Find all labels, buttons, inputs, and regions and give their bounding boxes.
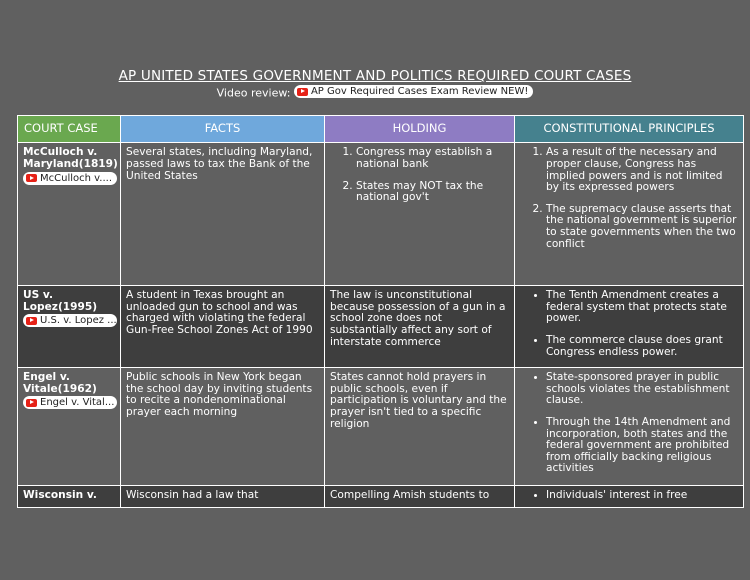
facts-cell: Public schools in New York began the school day by inviting students to recite a nondenominational prayer each morning: [121, 368, 325, 485]
case-video-chip[interactable]: [23, 172, 117, 185]
principle-item: 2. The supremacy clause asserts that the national government is superior to state governments when the two conflict: [546, 204, 738, 250]
principle-item: • The commerce clause does grant Congress endless power.: [546, 335, 738, 358]
header-constitutional-principles: CONSTITUTIONAL PRINCIPLES: [515, 116, 744, 143]
principle-item: 1. As a result of the necessary and proper clause, Congress has implied powers and is not limited by its expressed powers: [546, 147, 738, 193]
case-name: McCulloch v. Maryland(1819): [23, 146, 118, 170]
youtube-icon: [297, 88, 308, 96]
case-video-label: U.S. v. Lopez ...: [40, 315, 117, 327]
court-cases-table: [17, 115, 744, 508]
holding-item: 1. Congress may establish a national bank: [356, 147, 509, 170]
youtube-icon: [26, 174, 37, 182]
page-title: AP UNITED STATES GOVERNMENT AND POLITICS REQUIRED COURT CASES: [118, 68, 632, 84]
case-name: Engel v. Vitale(1962): [23, 371, 97, 395]
table-header-row: [18, 116, 744, 143]
facts-cell: A student in Texas brought an unloaded gun to school and was charged with violating the federal Gun-Free School Zones Act of 1990: [121, 286, 325, 368]
case-name: US v. Lopez(1995): [23, 289, 98, 313]
video-review-label: Video review:: [216, 86, 291, 100]
header-facts: FACTS: [121, 116, 325, 143]
facts-cell: Wisconsin had a law that: [121, 485, 325, 507]
principles-cell: [515, 143, 744, 286]
holding-cell: States cannot hold prayers in public schools, even if participation is voluntary and the prayer isn't tied to a specific religion: [325, 368, 515, 485]
court-case-cell: [18, 485, 121, 507]
principles-cell: [515, 286, 744, 368]
header-holding: HOLDING: [325, 116, 515, 143]
principle-item: • Individuals' interest in free: [546, 490, 738, 502]
court-case-cell: [18, 143, 121, 286]
table-row: [18, 286, 744, 368]
principle-item: • Through the 14th Amendment and incorporation, both states and the federal government are prohibited from officially backing religious activities: [546, 417, 738, 475]
court-case-cell: [18, 368, 121, 485]
principles-cell: [515, 485, 744, 507]
table-row: [18, 143, 744, 286]
holding-item: 2. States may NOT tax the national gov't: [356, 181, 509, 204]
holding-cell: Compelling Amish students to: [325, 485, 515, 507]
case-name: Wisconsin v.: [23, 488, 97, 501]
youtube-icon: [26, 399, 37, 407]
video-link-chip[interactable]: [294, 85, 533, 98]
court-case-cell: [18, 286, 121, 368]
table-row: [18, 368, 744, 485]
facts-cell: Several states, including Maryland, passed laws to tax the Bank of the United States: [121, 143, 325, 286]
video-link-label: AP Gov Required Cases Exam Review NEW!: [310, 86, 529, 97]
principles-cell: [515, 368, 744, 485]
holding-cell: The law is unconstitutional because possession of a gun in a school zone does not substantially affect any sort of interstate commerce: [325, 286, 515, 368]
table-row: [18, 485, 744, 507]
case-video-chip[interactable]: [23, 396, 117, 409]
header-court-case: COURT CASE: [18, 116, 121, 143]
youtube-icon: [26, 317, 37, 325]
case-video-label: Engel v. Vital...: [40, 397, 115, 409]
principle-item: • State-sponsored prayer in public schools violates the establishment clause.: [546, 372, 738, 407]
case-video-label: McCulloch v....: [40, 172, 112, 184]
case-video-chip[interactable]: [23, 314, 117, 327]
video-review-line: [0, 85, 750, 100]
principle-item: • The Tenth Amendment creates a federal system that protects state power.: [546, 290, 738, 325]
holding-cell: [325, 143, 515, 286]
